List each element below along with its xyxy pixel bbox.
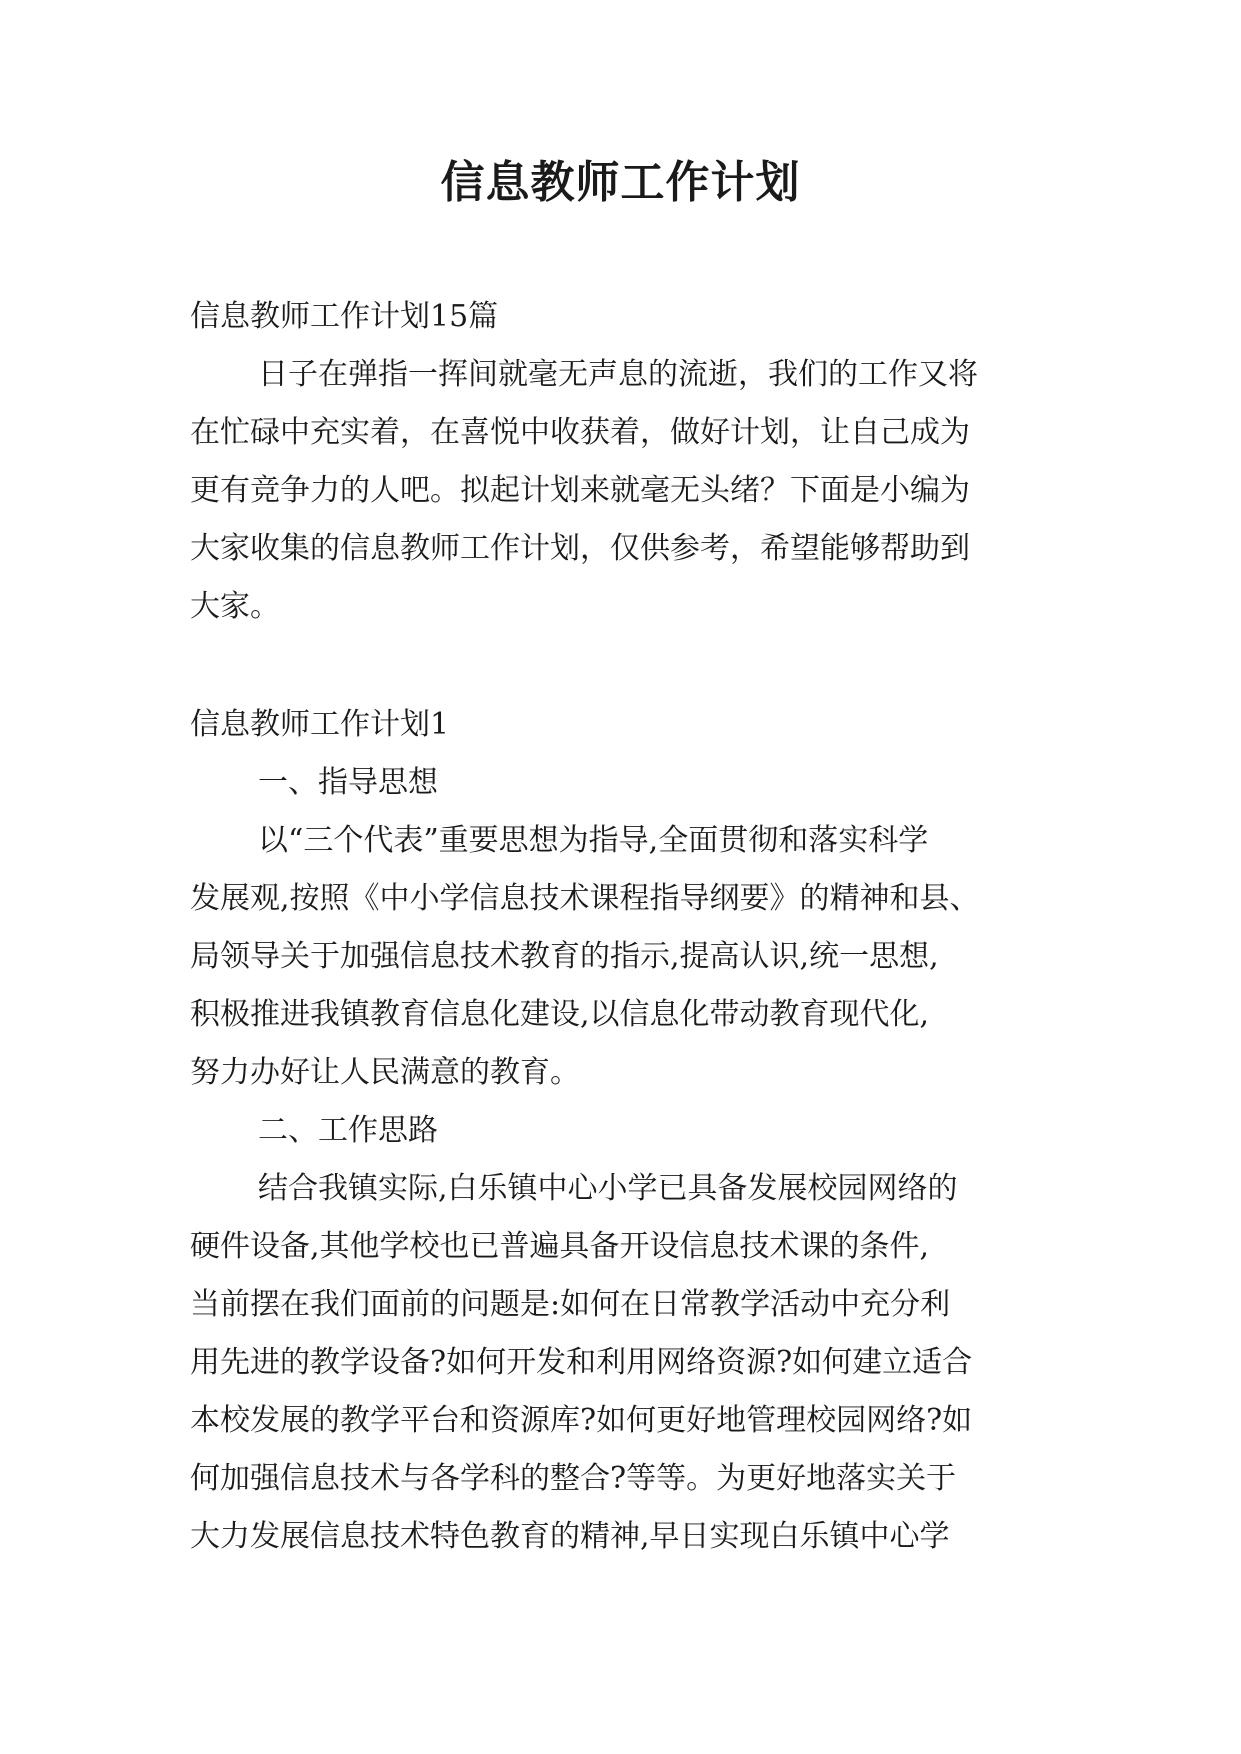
paragraph-line: 硬件设备,其他学校也已普遍具备开设信息技术课的条件, [190,1229,930,1264]
document-subtitle: 信息教师工作计划15篇 [190,299,499,334]
heading-guiding-thought: 一、指导思想 [258,765,438,800]
paragraph-line: 结合我镇实际,白乐镇中心小学已具备发展校园网络的 [258,1171,958,1206]
paragraph-line: 何加强信息技术与各学科的整合?等等。为更好地落实关于 [190,1461,957,1496]
intro-line: 大家收集的信息教师工作计划，仅供参考，希望能够帮助到 [190,531,970,566]
paragraph-line: 以“三个代表”重要思想为指导,全面贯彻和落实科学 [258,823,929,858]
section-title: 信息教师工作计划1 [190,707,450,742]
paragraph-line: 努力办好让人民满意的教育。 [190,1055,580,1090]
paragraph-line: 本校发展的教学平台和资源库?如何更好地管理校园网络?如 [190,1403,973,1438]
paragraph-line: 大力发展信息技术特色教育的精神,早日实现白乐镇中心学 [190,1519,950,1554]
intro-line: 大家。 [190,589,280,624]
paragraph-line: 发展观,按照《中小学信息技术课程指导纲要》的精神和县、 [190,881,980,916]
paragraph-line: 积极推进我镇教育信息化建设,以信息化带动教育现代化, [190,997,930,1032]
paragraph-line: 当前摆在我们面前的问题是:如何在日常教学活动中充分利 [190,1287,951,1322]
document-body [190,288,1060,1566]
intro-line: 在忙碌中充实着，在喜悦中收获着，做好计划，让自己成为 [190,415,970,450]
document-title: 信息教师工作计划 [440,157,801,208]
intro-line: 更有竞争力的人吧。拟起计划来就毫无头绪？下面是小编为 [190,473,970,508]
section-gap [190,636,1060,696]
intro-line: 日子在弹指一挥间就毫无声息的流逝，我们的工作又将 [258,357,978,392]
paragraph-line: 局领导关于加强信息技术教育的指示,提高认识,统一思想, [190,939,939,974]
paragraph-line: 用先进的教学设备?如何开发和利用网络资源?如何建立适合 [190,1345,973,1380]
heading-work-approach: 二、工作思路 [258,1113,438,1148]
